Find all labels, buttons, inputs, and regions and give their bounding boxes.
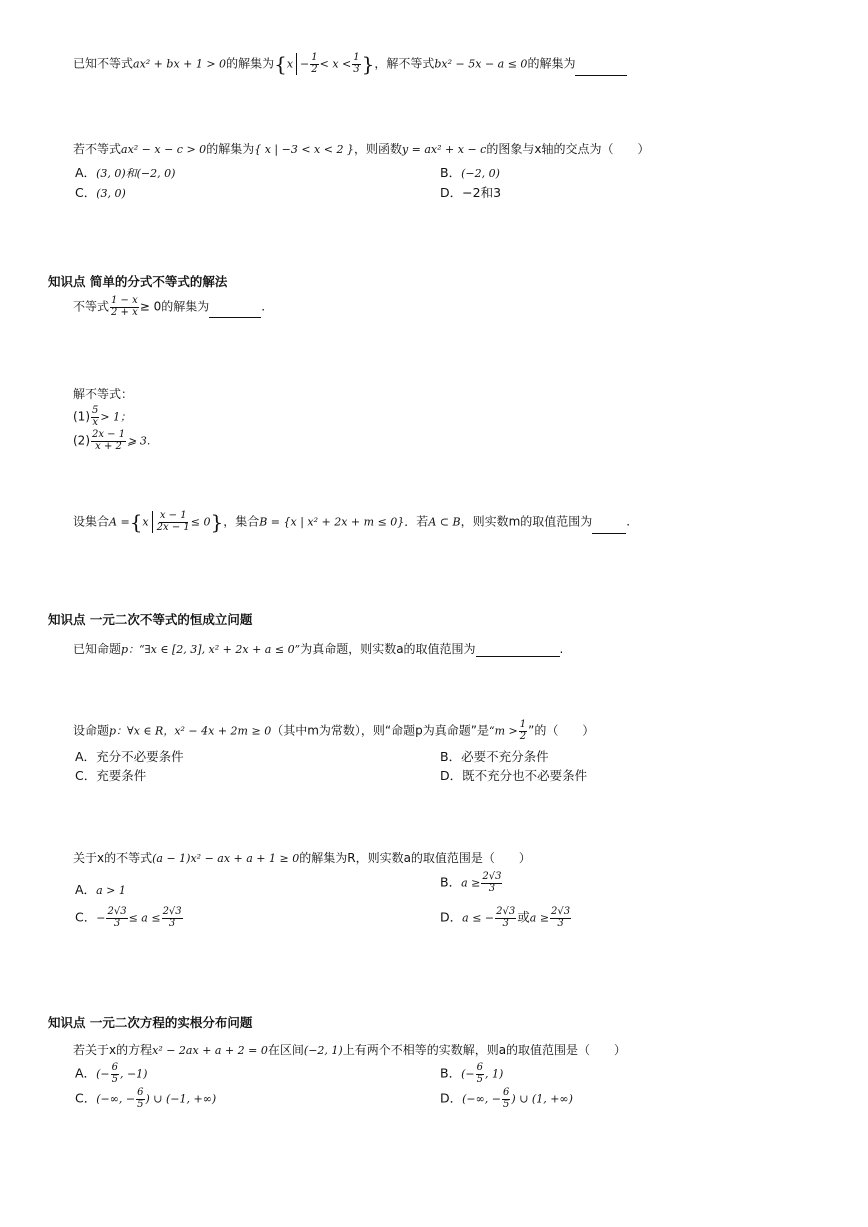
- q7-math-2: “m >: [488, 724, 518, 738]
- q9-math-2: (−2, 1): [303, 1044, 343, 1057]
- q2-math: ax² − x − c > 0: [121, 143, 207, 156]
- option-a[interactable]: A．(− $\frac{6}{5}$ , −1): [75, 1062, 148, 1085]
- answer-blank[interactable]: [575, 63, 627, 76]
- q1-math: ax² + bx + 1 > 0: [133, 57, 227, 71]
- q9-text-2: 在区间: [267, 1043, 304, 1057]
- section-heading: 知识点 一元二次不等式的恒成立问题: [48, 612, 253, 627]
- option-d[interactable]: D．a ≤ − $\frac{2√3}{3}$ 或a ≥ $\frac{2√3}{3}$: [440, 906, 571, 929]
- q6-math-2: “∃x ∈ [2, 3], x² + 2x + a ≤ 0”: [139, 643, 301, 656]
- q3-text-2: ≥ 0的解集为: [139, 299, 210, 314]
- fraction: $\frac{1 - x}{2 + x}$: [111, 295, 138, 318]
- left-brace: {: [129, 510, 143, 534]
- q2-text-4: 的图象与x轴的交点为（ ）: [486, 142, 650, 156]
- set-bar: [152, 511, 153, 533]
- option-b[interactable]: B．必要不充分条件: [440, 749, 549, 764]
- q5-text-2: ，集合: [223, 514, 260, 529]
- q8-text: 关于x的不等式: [73, 851, 153, 865]
- fraction: $\frac{1}{2}$: [519, 719, 527, 742]
- section-heading: 知识点 一元二次方程的实根分布问题: [48, 1015, 253, 1030]
- q1-text-4: 的解集为: [527, 56, 576, 71]
- right-brace: }: [210, 510, 224, 534]
- q1-text-3: ，解不等式: [374, 56, 435, 71]
- option-d[interactable]: D．(−∞, − $\frac{6}{5}$ ) ∪ (1, +∞): [440, 1087, 573, 1110]
- question-3: [73, 296, 265, 318]
- q1-text: 已知不等式: [73, 56, 134, 71]
- q4-line-1: (1) $\frac{5}{x}$ > 1；: [73, 405, 132, 428]
- question-8: [73, 849, 531, 866]
- q5-text-4: ，则实数m的取值范围为: [460, 514, 593, 529]
- q5-text-3: ．若: [404, 514, 429, 529]
- q2-text-3: ，则函数: [353, 142, 402, 156]
- option-c[interactable]: C．− $\frac{2√3}{3}$ ≤ a ≤ $\frac{2√3}{3}$: [75, 906, 182, 929]
- q3-tail: .: [261, 299, 266, 314]
- q7-text: 设命题: [73, 723, 110, 738]
- answer-blank[interactable]: [476, 644, 560, 657]
- fraction: $\frac{1}{3}$: [353, 52, 360, 75]
- q5-math-2: B = {x | x² + 2x + m ≤ 0}: [259, 515, 405, 529]
- right-brace: }: [361, 52, 375, 76]
- option-d[interactable]: D．既不充分也不必要条件: [440, 768, 588, 783]
- q5-math: A =: [109, 515, 130, 529]
- minus-sign: −: [300, 57, 310, 71]
- q2-text-2: 的解集为: [206, 142, 255, 156]
- q2-math-3: y = ax² + x − c: [401, 143, 487, 156]
- q5-math-3: A ⊂ B: [428, 515, 461, 529]
- answer-blank[interactable]: [592, 521, 626, 534]
- q9-text-3: 上有两个不相等的实数解，则a的取值范围是（ ）: [342, 1043, 627, 1057]
- section-heading: 知识点 简单的分式不等式的解法: [48, 274, 228, 289]
- q2-text: 若不等式: [73, 142, 122, 156]
- left-brace: {: [274, 52, 287, 76]
- option-c[interactable]: C．(−∞, − $\frac{6}{5}$ ) ∪ (−1, +∞): [75, 1087, 217, 1110]
- q7-text-2: （其中m为常数），则“命题p为真命题”是: [271, 723, 489, 738]
- option-d[interactable]: D．−2和3: [440, 185, 502, 200]
- option-b[interactable]: B．(− $\frac{6}{5}$ , 1): [440, 1062, 504, 1085]
- fraction: $\frac{x - 1}{2x - 1}$: [156, 510, 190, 533]
- question-5: [73, 510, 630, 534]
- q3-text: 不等式: [73, 299, 110, 314]
- inequality: < x <: [319, 57, 352, 71]
- option-c[interactable]: C．充要条件: [75, 768, 147, 783]
- q9-text: 若关于x的方程: [73, 1043, 153, 1057]
- option-a[interactable]: A．充分不必要条件: [75, 749, 184, 764]
- question-2: [73, 140, 649, 157]
- q4-line-2: (2) $\frac{2x - 1}{x + 2}$ ⩾ 3.: [73, 429, 151, 452]
- question-1: [73, 52, 627, 76]
- q8-text-2: 的解集为R，则实数a的取值范围是（ ）: [299, 851, 531, 865]
- q6-tail: .: [559, 642, 564, 656]
- set-variable: x: [142, 515, 149, 529]
- option-c[interactable]: C．(3, 0): [75, 185, 126, 200]
- q7-math: p：∀x ∈ R，x² − 4x + 2m ≥ 0: [109, 724, 272, 738]
- q5-text: 设集合: [73, 514, 110, 529]
- fraction: $\frac{1}{2}$: [311, 52, 318, 75]
- option-a[interactable]: A．a > 1: [75, 882, 126, 897]
- q6-text: 已知命题: [73, 642, 122, 656]
- question-7: [73, 720, 594, 742]
- q1-text-2: 的解集为: [226, 56, 275, 71]
- q6-text-2: 为真命题，则实数a的取值范围为: [300, 642, 476, 656]
- option-b[interactable]: B．(−2, 0): [440, 165, 500, 180]
- inequality: ≤ 0: [190, 515, 211, 529]
- q6-math: p：: [121, 643, 140, 656]
- q8-math: (a − 1)x² − ax + a + 1 ≥ 0: [152, 852, 300, 865]
- q4-title: 解不等式：: [73, 387, 134, 401]
- q7-text-3: ”的（ ）: [528, 723, 595, 738]
- q9-math: x² − 2ax + a + 2 = 0: [152, 1044, 268, 1057]
- answer-blank[interactable]: [209, 305, 261, 318]
- question-9: [73, 1041, 626, 1058]
- option-b[interactable]: B．a ≥ $\frac{2√3}{3}$: [440, 871, 502, 894]
- set-bar: [296, 53, 297, 75]
- set-variable: x: [286, 57, 294, 71]
- q5-end: .: [626, 514, 631, 529]
- fraction: $\frac{5}{x}$: [92, 405, 99, 428]
- fraction: $\frac{2x - 1}{x + 2}$: [92, 429, 126, 452]
- q1-math-2: bx² − 5x − a ≤ 0: [434, 57, 528, 71]
- option-a[interactable]: A．(3, 0)和(−2, 0): [75, 165, 176, 180]
- q2-math-2: { x | −3 < x < 2 }: [254, 143, 354, 156]
- question-6: [73, 640, 563, 657]
